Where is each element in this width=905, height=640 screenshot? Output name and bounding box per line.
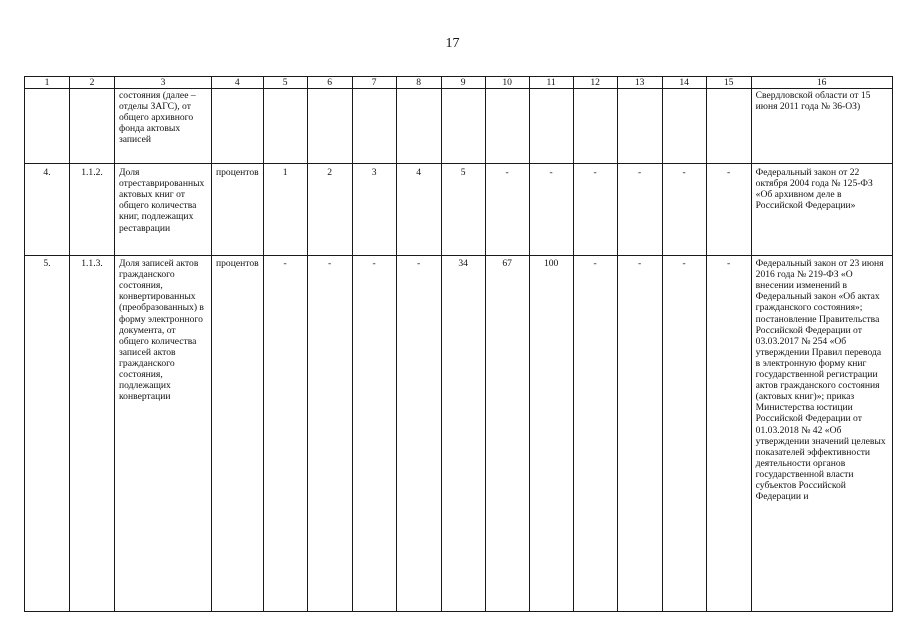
table-row: [25, 89, 893, 164]
column-header-row: [25, 77, 893, 89]
col-header-16: 16: [751, 77, 892, 89]
indicators-table: [24, 76, 893, 612]
value-cell: [396, 89, 441, 164]
value-cell: [441, 89, 485, 164]
unit-cell: процентов: [212, 164, 264, 256]
col-header-12: 12: [573, 77, 617, 89]
value-cell: 2: [307, 164, 352, 256]
indicator-code-cell: 1.1.2.: [70, 164, 115, 256]
value-cell: [662, 89, 706, 164]
value-cell: -: [307, 256, 352, 612]
value-cell: 1: [263, 164, 307, 256]
col-header-5: 5: [263, 77, 307, 89]
value-cell: -: [529, 164, 573, 256]
col-header-11: 11: [529, 77, 573, 89]
col-header-10: 10: [485, 77, 529, 89]
col-header-3: 3: [115, 77, 212, 89]
indicator-name-cell: состояния (далее – отделы ЗАГС), от общего архивного фонда актовых записей: [115, 89, 212, 164]
value-cell: -: [352, 256, 396, 612]
row-number-cell: 5.: [25, 256, 70, 612]
value-cell: -: [573, 164, 617, 256]
value-cell: 34: [441, 256, 485, 612]
value-cell: [485, 89, 529, 164]
table-row: [25, 256, 893, 612]
unit-cell: процентов: [212, 256, 264, 612]
value-cell: 5: [441, 164, 485, 256]
value-cell: -: [573, 256, 617, 612]
col-header-15: 15: [706, 77, 751, 89]
col-header-8: 8: [396, 77, 441, 89]
indicator-code-cell: 1.1.3.: [70, 256, 115, 612]
value-cell: -: [263, 256, 307, 612]
indicator-code-cell: [70, 89, 115, 164]
value-cell: 4: [396, 164, 441, 256]
value-cell: -: [485, 164, 529, 256]
value-cell: -: [706, 164, 751, 256]
table-row: [25, 164, 893, 256]
col-header-9: 9: [441, 77, 485, 89]
value-cell: 67: [485, 256, 529, 612]
col-header-6: 6: [307, 77, 352, 89]
legal-basis-cell: Федеральный закон от 22 октября 2004 года № 125-ФЗ «Об архивном деле в Российской Федерации»: [751, 164, 892, 256]
legal-basis-cell: Федеральный закон от 23 июня 2016 года № 219-ФЗ «О внесении изменений в Федеральный закон «Об актах гражданского состояния»; постановление Правительства Российской Федерации от 03.03.2017 № 254 «Об утверждении Правил перевода в электронную форму книг государственной регистрации актов гражданского состояния (актовых книг)»; приказ Министерства юстиции Российской Федерации от 01.03.2018 № 42 «Об утверждении значений целевых показателей эффективности деятельности органов государственной власти субъектов Российской Федерации и: [751, 256, 892, 612]
col-header-2: 2: [70, 77, 115, 89]
value-cell: -: [617, 164, 662, 256]
value-cell: [617, 89, 662, 164]
value-cell: [263, 89, 307, 164]
col-header-14: 14: [662, 77, 706, 89]
value-cell: [352, 89, 396, 164]
col-header-4: 4: [212, 77, 264, 89]
indicator-name-cell: Доля отреставрированных актовых книг от общего количества книг, подлежащих реставрации: [115, 164, 212, 256]
value-cell: 100: [529, 256, 573, 612]
col-header-13: 13: [617, 77, 662, 89]
value-cell: [529, 89, 573, 164]
page-number: 17: [445, 36, 460, 51]
legal-basis-cell: Свердловской области от 15 июня 2011 года № 36-ОЗ): [751, 89, 892, 164]
indicator-name-cell: Доля записей актов гражданского состояния, конвертированных (преобразованных) в форму электронного документа, от общего количества записей актов гражданского состояния, подлежащих конвертации: [115, 256, 212, 612]
row-number-cell: 4.: [25, 164, 70, 256]
value-cell: -: [396, 256, 441, 612]
value-cell: 3: [352, 164, 396, 256]
value-cell: [573, 89, 617, 164]
value-cell: -: [706, 256, 751, 612]
value-cell: [706, 89, 751, 164]
row-number-cell: [25, 89, 70, 164]
unit-cell: [212, 89, 264, 164]
col-header-7: 7: [352, 77, 396, 89]
col-header-1: 1: [25, 77, 70, 89]
value-cell: -: [662, 256, 706, 612]
value-cell: -: [617, 256, 662, 612]
value-cell: -: [662, 164, 706, 256]
value-cell: [307, 89, 352, 164]
